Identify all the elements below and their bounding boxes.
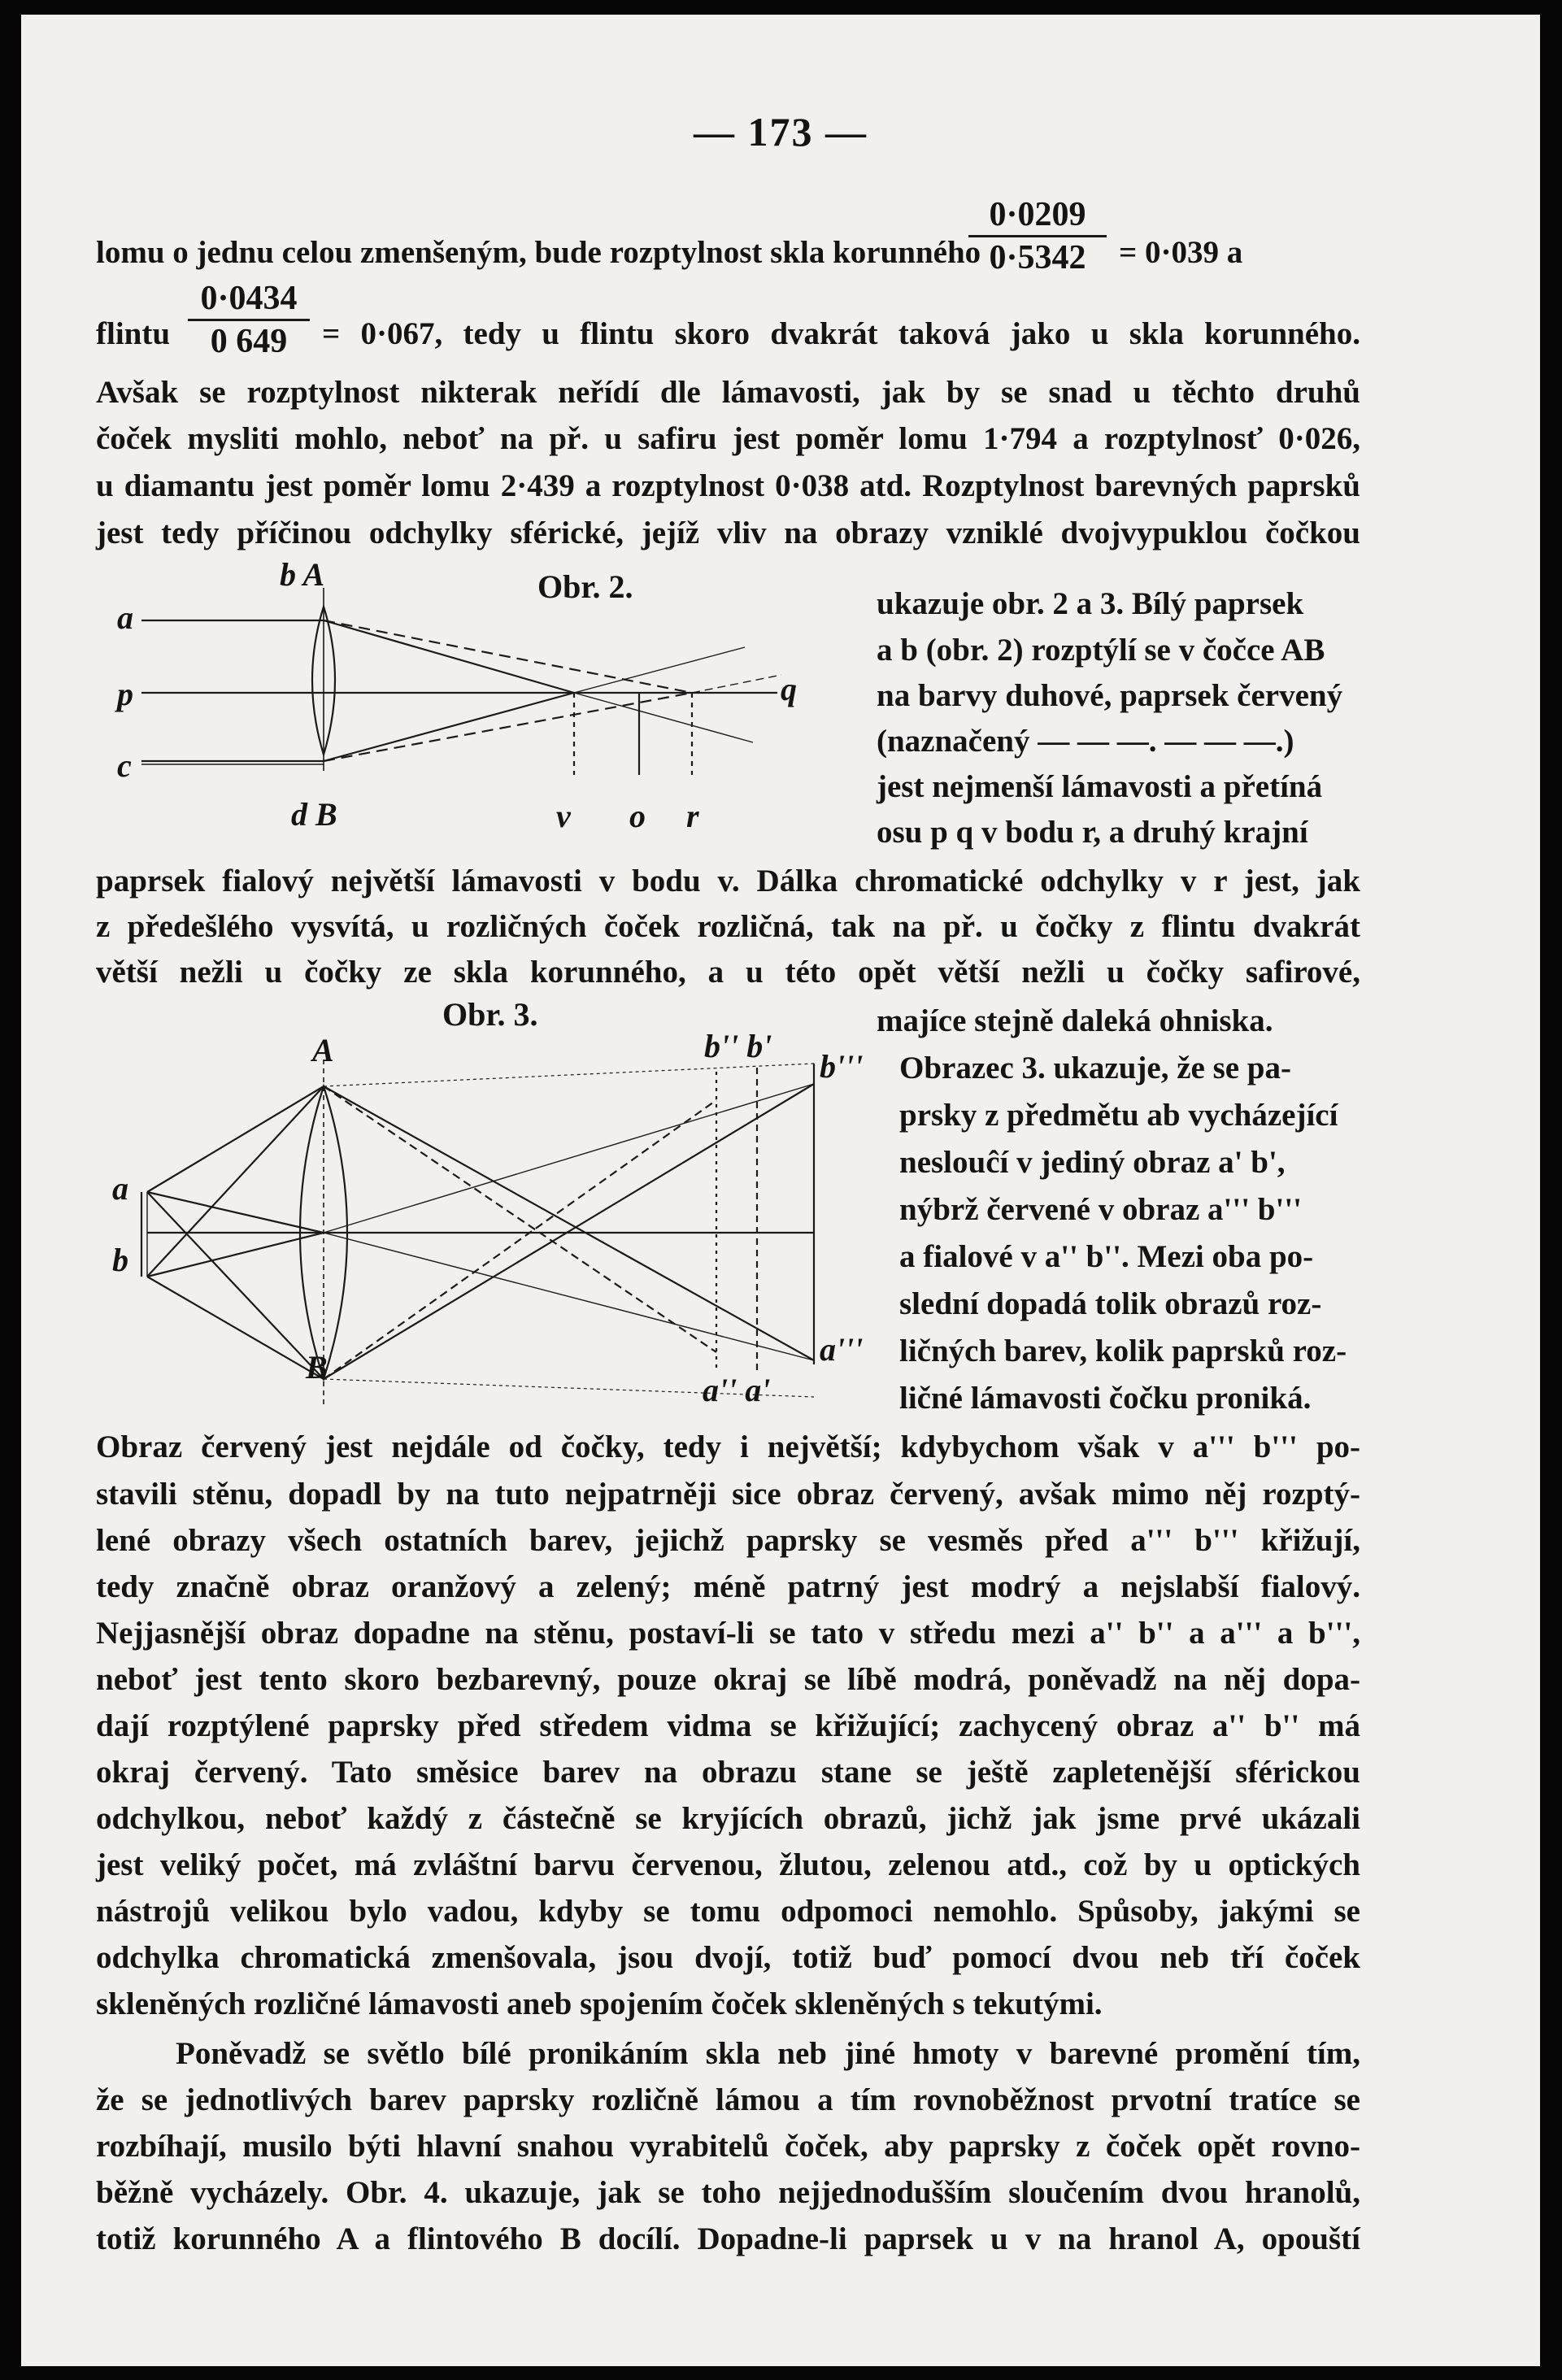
text-line-12: lené obrazy všech ostatních barev, jejichž paprsky se vesměs před a''' b''' křižují,: [96, 1523, 1360, 1558]
text-line-15: neboť jest tento skoro bezbarevný, pouze okraj se líbě modrá, poněvadž na něj dopa-: [96, 1662, 1360, 1697]
fig3-side-text-5: nýbrž červené v obraz a''' b''': [899, 1192, 1303, 1227]
fig2-ray-bottom-violet: [324, 693, 574, 761]
fig2-side-text-3: na barvy duhové, paprsek červený: [877, 678, 1343, 713]
fig2-label-c: c: [117, 747, 132, 784]
text-line-18: odchylkou, neboť každý z částečně se kryjících obrazů, jichž jak jsme prvé ukázali: [96, 1801, 1360, 1836]
fig2-side-text-6: osu p q v bodu r, a druhý krajní: [877, 815, 1308, 850]
text-line-17: okraj červený. Tato směsice barev na obrazu stane se ještě zapletenější sférickou: [96, 1755, 1360, 1790]
text-line-22: skleněných rozličné lámavosti aneb spojením čoček skleněných s tekutými.: [96, 1986, 1103, 2021]
text-line-26: běžně vycházely. Obr. 4. ukazuje, jak se toho nejjednodušším sloučením dvou hranolů,: [96, 2175, 1360, 2210]
text-line-7: paprsek fialový největší lámavosti v bodu v. Dálka chromatické odchylky v r jest, jak: [96, 864, 1360, 898]
fig2-label-o: o: [629, 798, 646, 834]
text-line-20: nástrojů velikou bylo vadou, kdyby se tomu odpomoci nemohlo. Spůsoby, jakými se: [96, 1894, 1360, 1929]
text-line-3: Avšak se rozptylnost nikterak neřídí dle lámavosti, jak by se snad u těchto druhů: [96, 375, 1360, 410]
fig3-label-b: b: [112, 1242, 128, 1278]
text-line-11: stavili stěnu, dopadl by na tuto nejpatrněji sice obraz červený, avšak mimo něj rozptý-: [96, 1477, 1360, 1512]
text-line-5: u diamantu jest poměr lomu 2·439 a rozptylnost 0·038 atd. Rozptylnost barevných paprsků: [96, 468, 1360, 503]
fig3-side-text-7: slední dopadá tolik obrazů roz-: [899, 1286, 1322, 1321]
text-line-21: odchylka chromatická zmenšovala, jsou dvojí, totiž buď pomocí dvou neb tří čoček: [96, 1940, 1360, 1975]
fig2-caption: Obr. 2.: [537, 568, 633, 605]
fig2-side-text-5: jest nejmenší lámavosti a přetíná: [877, 769, 1323, 804]
fig2-label-bA: b A: [280, 556, 325, 593]
text-line-8: z předešlého vysvítá, u rozličných čoček rozličná, tak na př. u čočky z flintu dvakrát: [96, 909, 1360, 944]
fig3-side-text-1: majíce stejně daleká ohniska.: [877, 1003, 1273, 1038]
fig2-label-dB: d B: [291, 796, 337, 833]
fig3-label-B: B: [306, 1349, 328, 1386]
fig3-side-text-8: ličných barev, kolik paprsků roz-: [899, 1334, 1347, 1368]
fig3-side-text-3: prsky z předmětu ab vycházející: [899, 1098, 1338, 1133]
text-line-1: lomu o jednu celou zmenšeným, bude rozptylnost skla korunného: [96, 235, 981, 270]
fig3-side-text-9: ličné lámavosti čočku proniká.: [899, 1381, 1312, 1416]
text-line-25: rozbíhají, musilo býti hlavní snahou vyrabitelů čoček, aby paprsky z čoček opět rovno-: [96, 2129, 1360, 2164]
text-line-2-end: = 0·067, tedy u flintu skoro dvakrát taková jako u skla korunného.: [322, 316, 1360, 351]
fig2-side-text-1: ukazuje obr. 2 a 3. Bílý paprsek: [877, 586, 1304, 621]
fig3-label-b2b1: b'' b': [704, 1028, 772, 1064]
fig2-label-v: v: [556, 798, 571, 834]
fig3-caption: Obr. 3.: [442, 996, 538, 1033]
fig3-label-b3: b''': [820, 1048, 864, 1085]
fig2-ray-bottom-red: [324, 693, 692, 761]
text-line-14: Nejjasnější obraz dopadne na stěnu, postaví-li se tato v středu mezi a'' b'' a a''' a b''',: [96, 1616, 1360, 1651]
fig3-side-text-6: a fialové v a'' b''. Mezi oba po-: [899, 1239, 1314, 1274]
text-line-23: Poněvadž se světlo bílé pronikáním skla neb jiné hmoty v barevné promění tím,: [176, 2036, 1360, 2071]
text-line-6: jest tedy příčinou odchylky sférické, jejíž vliv na obrazy vzniklé dvojvypuklou čočkou: [96, 516, 1360, 550]
text-line-1-end: = 0·039 a: [1119, 235, 1243, 270]
text-line-16: dají rozptýlené paprsky před středem vidma se křižující; zachycený obraz a'' b'' má: [96, 1708, 1360, 1743]
fig3-label-A: A: [312, 1032, 334, 1068]
text-line-10: Obraz červený jest nejdále od čočky, tedy i největší; kdybychom však v a''' b''' po-: [96, 1429, 1360, 1464]
fig3-side-text-4: neslouĉí v jediný obraz a' b',: [899, 1145, 1286, 1180]
fig2-ray-top-red: [324, 620, 692, 693]
fig2-label-r: r: [686, 798, 699, 834]
text-line-27: totiž korunného A a flintového B docílí. Dopadne-li paprsek u v na hranol A, opouští: [96, 2221, 1360, 2256]
fig2-side-text-4: (naznačený — — —. — — —.): [877, 724, 1294, 759]
fig3-side-text-2: Obrazec 3. ukazuje, že se pa-: [899, 1051, 1291, 1086]
fraction-1-numerator: 0·0209: [989, 196, 1086, 233]
text-line-13: tedy značně obraz oranžový a zelený; méně patrný jest modrý a nejslabší fialový.: [96, 1569, 1360, 1604]
fig3-label-a: a: [112, 1170, 128, 1207]
text-line-4: čoček mysliti mohlo, neboť na př. u safiru jest poměr lomu 1·794 a rozptylnosť 0·026,: [96, 421, 1360, 456]
fig3-diagram: [141, 1059, 814, 1405]
text-line-2-start: flintu: [96, 316, 171, 351]
fig2-diagram: [141, 588, 781, 775]
text-line-9: větší nežli u čočky ze skla korunného, a u této opět větší nežli u čočky safirové,: [96, 955, 1360, 990]
fraction-1-denominator: 0·5342: [989, 239, 1086, 276]
fig2-label-p: p: [117, 676, 133, 712]
fig2-label-a: a: [117, 599, 133, 636]
fig2-side-text-2: a b (obr. 2) rozptýlí se v čočce AB: [877, 633, 1325, 668]
book-page: [21, 15, 1540, 2366]
fig3-label-a2a1: a'' a': [703, 1372, 771, 1408]
fraction-2-denominator: 0 649: [210, 323, 288, 360]
page-number: — 173 —: [694, 109, 868, 154]
fig2-label-q: q: [781, 671, 797, 707]
fig2-ray-top-violet: [324, 620, 574, 693]
text-line-24: že se jednotlivých barev paprsky rozličně lámou a tím rovnoběžnost prvotní tratíce se: [96, 2082, 1360, 2117]
text-line-19: jest veliký počet, má zvláštní barvu červenou, žlutou, zelenou atd., což by u optických: [96, 1847, 1360, 1882]
fraction-2-numerator: 0·0434: [200, 280, 298, 317]
fig3-label-a3: a''': [820, 1331, 864, 1368]
